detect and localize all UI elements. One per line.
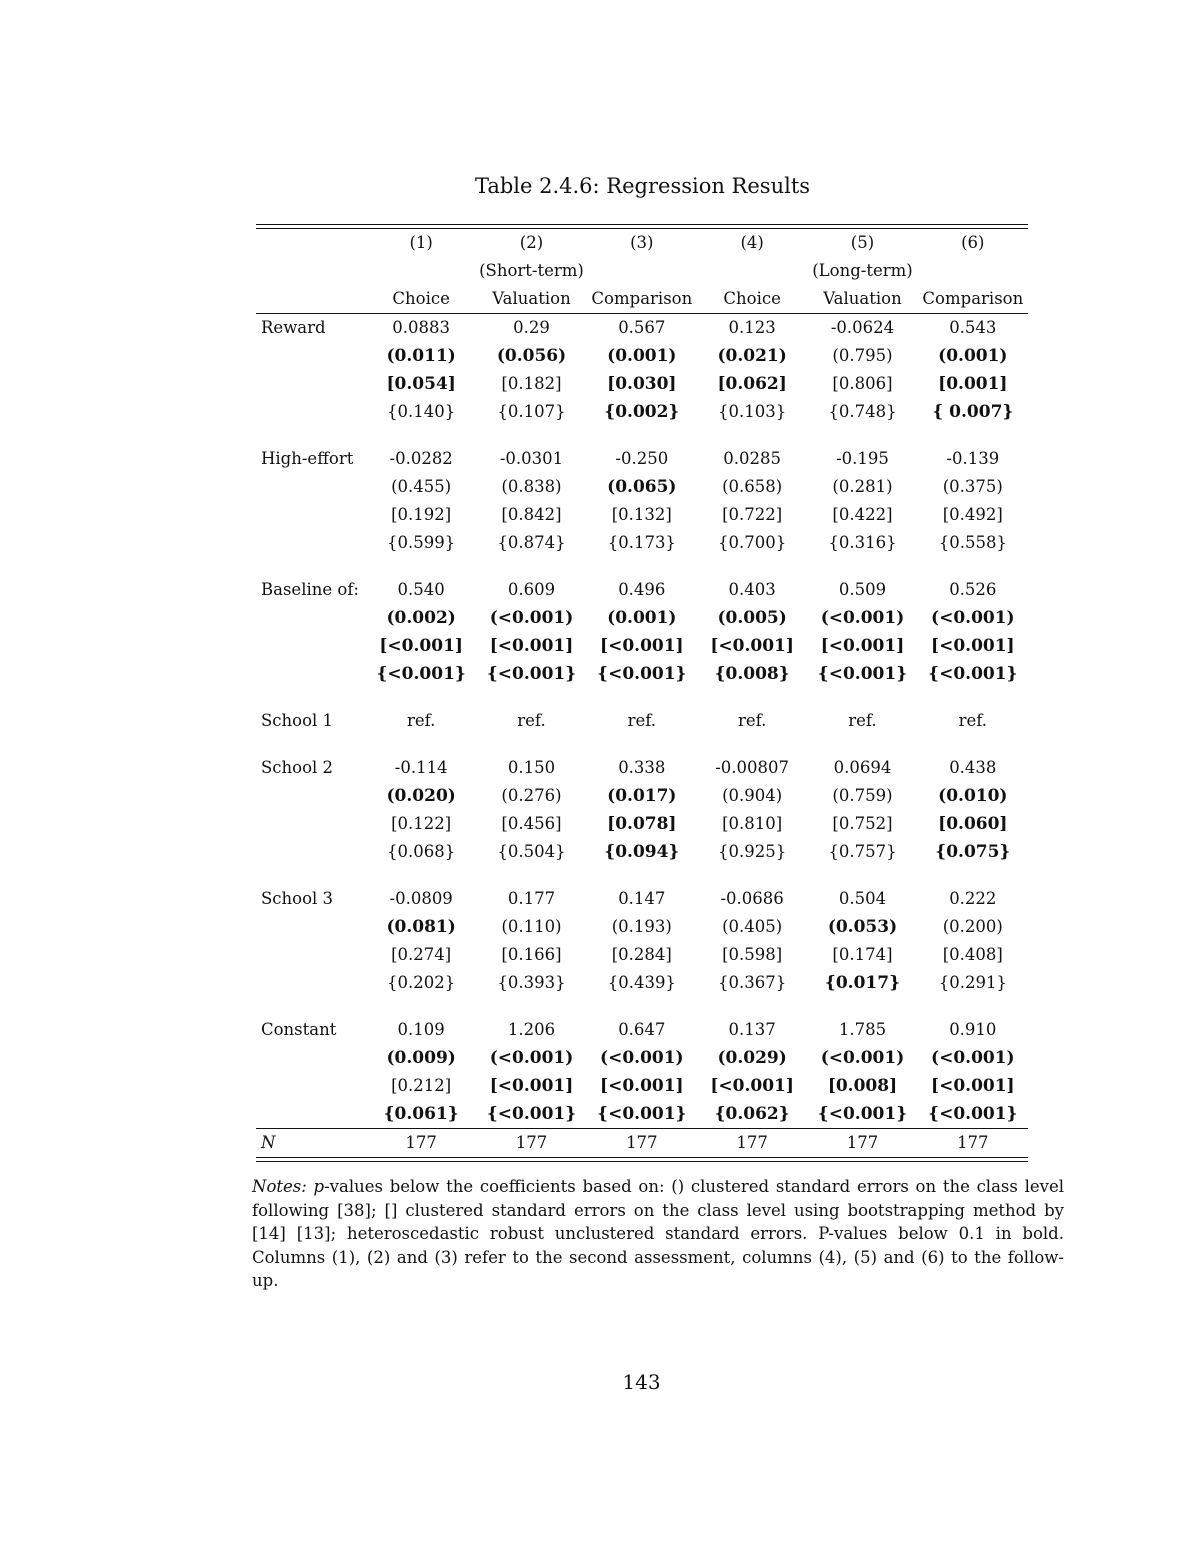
table-row	[256, 782, 1028, 810]
table-cell: {0.173}	[607, 533, 676, 552]
table-cell: [<0.001]	[710, 1076, 794, 1096]
table-cell: { 0.007}	[932, 402, 1014, 422]
table-row	[256, 707, 1028, 735]
table-row	[256, 885, 1028, 913]
table-cell: {0.094}	[604, 842, 680, 862]
table-cell: (0.002)	[386, 608, 456, 628]
table-cell: (0.056)	[496, 346, 567, 366]
table-row	[256, 1044, 1028, 1072]
table-cell: {<0.001}	[486, 664, 577, 684]
table-cell: [0.132]	[611, 505, 672, 524]
table-cell: 177	[846, 1133, 879, 1152]
table-cell: (<0.001)	[489, 608, 574, 628]
table-cell: [0.806]	[832, 374, 893, 393]
table-cell: {0.062}	[714, 1104, 790, 1124]
table-cell: {0.874}	[497, 533, 566, 552]
table-cell: {0.748}	[828, 402, 897, 421]
table-cell: [0.174]	[832, 945, 893, 964]
table-cell: [0.192]	[391, 505, 452, 524]
table-cell: (0.009)	[386, 1048, 456, 1068]
table-cell: (0.904)	[722, 786, 783, 805]
table-cell: [0.001]	[938, 374, 1008, 394]
table-cell: {<0.001}	[817, 1104, 908, 1124]
table-row	[256, 810, 1028, 838]
row-label: N	[261, 1133, 276, 1152]
row-label	[256, 370, 366, 398]
table-cell: {0.316}	[828, 533, 897, 552]
table-row	[256, 941, 1028, 969]
table-cell: -0.0282	[389, 449, 453, 468]
row-label	[256, 810, 366, 838]
table-cell: {0.202}	[387, 973, 456, 992]
table-cell: 0.150	[507, 758, 556, 777]
row-label: School 2	[261, 758, 334, 777]
header-row-numbers	[256, 229, 1028, 257]
table-cell: (0.001)	[607, 346, 677, 366]
table-row	[256, 1016, 1028, 1044]
table-cell: -0.195	[836, 449, 889, 468]
table-row	[256, 529, 1028, 557]
table-cell: 0.123	[728, 318, 776, 337]
table-cell: {<0.001}	[928, 664, 1018, 684]
table-cell: (0.838)	[501, 477, 562, 496]
row-label	[256, 969, 366, 997]
table-row	[256, 838, 1028, 866]
table-cell: [0.456]	[501, 814, 562, 833]
column-group	[587, 257, 697, 285]
table-cell: {0.008}	[714, 664, 790, 684]
row-label	[256, 342, 366, 370]
table-cell: -0.250	[615, 449, 669, 468]
table-cell: {0.017}	[824, 973, 901, 993]
table-cell: {0.393}	[497, 973, 566, 992]
table-cell: (0.375)	[942, 477, 1003, 496]
column-name: Comparison	[922, 289, 1024, 308]
table-cell: {0.002}	[604, 402, 680, 422]
table-cell: (0.005)	[717, 608, 787, 628]
table-cell: [0.054]	[386, 374, 456, 394]
table-cell: {0.291}	[938, 973, 1007, 992]
table-cell: (0.193)	[611, 917, 672, 936]
row-label	[256, 501, 366, 529]
table-cell: (0.020)	[386, 786, 456, 806]
table-cell: [0.078]	[607, 814, 677, 834]
table-header	[256, 229, 1028, 313]
column-number: (1)	[409, 233, 433, 252]
row-label: School 3	[261, 889, 334, 908]
table-cell: [<0.001]	[820, 636, 905, 656]
table-cell: (0.011)	[386, 346, 456, 366]
column-group: (Short-term)	[479, 261, 584, 280]
column-number: (6)	[961, 233, 985, 252]
row-label	[256, 782, 366, 810]
table-cell: 177	[405, 1133, 437, 1152]
row-label: High-effort	[261, 449, 354, 468]
column-name: Choice	[392, 289, 450, 308]
table-cell: (<0.001)	[489, 1048, 574, 1068]
table-cell: 0.647	[618, 1020, 666, 1039]
row-label: School 1	[261, 711, 334, 730]
table-cell: (0.759)	[832, 786, 893, 805]
table-cell: (<0.001)	[600, 1048, 684, 1068]
table-cell: (0.405)	[722, 917, 783, 936]
table-cell: {0.558}	[938, 533, 1007, 552]
column-group	[366, 257, 476, 285]
bottom-rule	[256, 1157, 1028, 1162]
row-label	[256, 1044, 366, 1072]
table-cell: [<0.001]	[931, 636, 1015, 656]
column-name: Valuation	[823, 289, 902, 308]
table-cell: 0.109	[397, 1020, 445, 1039]
table-cell: (0.110)	[501, 917, 562, 936]
block-spacer	[256, 426, 1028, 445]
table-cell: (<0.001)	[931, 1048, 1015, 1068]
table-cell: 0.0694	[833, 758, 892, 777]
table-cell: (0.455)	[391, 477, 452, 496]
table-cell: (0.281)	[832, 477, 893, 496]
table-cell: ref.	[737, 711, 767, 730]
row-label: Baseline of:	[261, 580, 359, 599]
n-row	[256, 1129, 1028, 1157]
table-row	[256, 1072, 1028, 1100]
table-cell: {<0.001}	[817, 664, 908, 684]
column-group	[918, 257, 1028, 285]
table-cell: 0.137	[728, 1020, 776, 1039]
table-cell: [0.598]	[722, 945, 783, 964]
table-cell: {0.103}	[718, 402, 787, 421]
table-caption: Table 2.4.6: Regression Results	[474, 174, 811, 198]
table-cell: ref.	[406, 711, 436, 730]
table-cell: {0.504}	[497, 842, 566, 861]
table-row	[256, 501, 1028, 529]
column-name: Valuation	[492, 289, 571, 308]
table-cell: 0.910	[949, 1020, 997, 1039]
table-cell: (0.276)	[501, 786, 562, 805]
table-cell: {0.367}	[718, 973, 787, 992]
row-label	[256, 941, 366, 969]
table-cell: (0.017)	[607, 786, 677, 806]
table-cell: {0.068}	[387, 842, 456, 861]
notes-text: -values below the coefficients based on: () clustered standard errors on the class level following [38]; [] clustered standard errors on the class level using bootstrapping method by [14] [13]; heteroscedastic robust unclustered standard errors. P-values below 0.1 in bold. Columns (1), (2) and (3) refer to the second assessment, columns (4), (5) and (6) to the follow-up.	[252, 1177, 1064, 1290]
table-cell: ref.	[848, 711, 877, 730]
table-cell: 0.438	[949, 758, 997, 777]
table-cell: -0.00807	[715, 758, 790, 777]
table-cell: {<0.001}	[597, 1104, 687, 1124]
block-spacer	[256, 997, 1028, 1016]
table-cell: (<0.001)	[820, 1048, 905, 1068]
table-row	[256, 632, 1028, 660]
table-row	[256, 342, 1028, 370]
table-cell: [0.122]	[391, 814, 452, 833]
block-spacer	[256, 557, 1028, 576]
block-spacer	[256, 688, 1028, 707]
table-cell: 0.177	[507, 889, 556, 908]
table-cell: -0.0686	[720, 889, 784, 908]
p-symbol: p	[313, 1177, 325, 1196]
table-cell: (0.010)	[938, 786, 1008, 806]
regression-table	[256, 224, 1028, 1162]
row-label	[256, 1100, 366, 1128]
table-cell: 0.222	[949, 889, 997, 908]
table-cell: 177	[626, 1133, 658, 1152]
table-cell: [0.060]	[938, 814, 1008, 834]
table-cell: 1.206	[507, 1020, 556, 1039]
table-cell: -0.0624	[830, 318, 895, 337]
column-number: (4)	[740, 233, 764, 252]
table-cell: [0.212]	[391, 1076, 452, 1095]
table-cell: (<0.001)	[820, 608, 905, 628]
row-label: Reward	[261, 318, 326, 337]
table-cell: [0.030]	[607, 374, 677, 394]
column-number: (2)	[519, 233, 544, 252]
table-cell: (0.001)	[607, 608, 677, 628]
table-cell: {0.061}	[383, 1104, 459, 1124]
table-cell: 0.29	[513, 318, 550, 337]
table-row	[256, 969, 1028, 997]
table-cell: {<0.001}	[928, 1104, 1018, 1124]
table-row	[256, 445, 1028, 473]
table-cell: -0.0809	[389, 889, 453, 908]
table-cell: {0.700}	[718, 533, 787, 552]
column-group: (Long-term)	[812, 261, 913, 280]
table-cell: [0.810]	[722, 814, 783, 833]
table-cell: -0.139	[946, 449, 1000, 468]
row-label	[256, 913, 366, 941]
table-cell: 0.338	[618, 758, 666, 777]
table-cell: 177	[957, 1133, 989, 1152]
row-label	[256, 632, 366, 660]
table-cell: [<0.001]	[710, 636, 794, 656]
page-number: 143	[622, 1370, 661, 1394]
table-cell: 0.567	[618, 318, 666, 337]
table-cell: 0.526	[949, 580, 997, 599]
block-spacer	[256, 866, 1028, 885]
table-cell: ref.	[958, 711, 988, 730]
table-cell: -0.114	[394, 758, 448, 777]
column-name: Choice	[723, 289, 781, 308]
table-cell: 0.0883	[392, 318, 451, 337]
column-number: (3)	[630, 233, 654, 252]
table-cell: [0.422]	[832, 505, 893, 524]
table-row	[256, 370, 1028, 398]
column-name: Comparison	[591, 289, 693, 308]
table-cell: 0.609	[507, 580, 556, 599]
table-cell: 0.403	[728, 580, 776, 599]
table-cell: {0.075}	[935, 842, 1011, 862]
table-cell: (0.021)	[717, 346, 787, 366]
table-cell: [<0.001]	[600, 1076, 684, 1096]
table-row	[256, 913, 1028, 941]
row-label	[256, 660, 366, 688]
row-label	[256, 398, 366, 426]
table-cell: [0.274]	[391, 945, 452, 964]
table-cell: (<0.001)	[931, 608, 1015, 628]
row-label: Constant	[261, 1020, 337, 1039]
table-row	[256, 660, 1028, 688]
table-row	[256, 398, 1028, 426]
table-cell: {0.925}	[718, 842, 787, 861]
table-row	[256, 754, 1028, 782]
table-cell: 0.540	[397, 580, 445, 599]
table-cell: [0.492]	[942, 505, 1003, 524]
table-cell: [<0.001]	[489, 636, 574, 656]
table-cell: (0.081)	[386, 917, 456, 937]
table-cell: [0.284]	[611, 945, 672, 964]
table-cell: [0.722]	[722, 505, 783, 524]
table-row	[256, 314, 1028, 342]
row-label	[256, 473, 366, 501]
table-cell: {<0.001}	[597, 664, 687, 684]
table-cell: [0.008]	[827, 1076, 898, 1096]
table-cell: (0.658)	[722, 477, 783, 496]
header-row-names	[256, 285, 1028, 313]
header-row-groups	[256, 257, 1028, 285]
table-cell: {<0.001}	[486, 1104, 577, 1124]
table-cell: [<0.001]	[489, 1076, 574, 1096]
table-body	[256, 314, 1028, 1128]
table-cell: [0.182]	[501, 374, 562, 393]
table-cell: 0.496	[618, 580, 666, 599]
table-row	[256, 604, 1028, 632]
table-cell: 0.0285	[723, 449, 782, 468]
table-cell: {0.599}	[387, 533, 456, 552]
table-cell: 1.785	[838, 1020, 887, 1039]
table-cell: (0.001)	[938, 346, 1008, 366]
table-cell: [<0.001]	[931, 1076, 1015, 1096]
table-cell: {0.757}	[828, 842, 897, 861]
table-cell: [0.752]	[832, 814, 893, 833]
table-cell: (0.065)	[607, 477, 677, 497]
table-cell: [0.842]	[501, 505, 562, 524]
table-cell: {0.439}	[607, 973, 676, 992]
table-cell: -0.0301	[499, 449, 564, 468]
row-label	[256, 529, 366, 557]
table-notes	[252, 1175, 1064, 1293]
row-label	[256, 1072, 366, 1100]
table-cell: (0.795)	[832, 346, 893, 365]
table-row	[256, 1100, 1028, 1128]
table-cell: (0.029)	[717, 1048, 787, 1068]
table-cell: 177	[736, 1133, 768, 1152]
n-section	[256, 1129, 1028, 1157]
table-row	[256, 473, 1028, 501]
table-row	[256, 576, 1028, 604]
table-cell: 0.504	[838, 889, 887, 908]
table-cell: (0.200)	[942, 917, 1003, 936]
table-cell: {0.140}	[387, 402, 456, 421]
table-cell: (0.053)	[827, 917, 898, 937]
table-cell: 0.509	[838, 580, 887, 599]
column-group	[697, 257, 807, 285]
table-cell: [<0.001]	[600, 636, 684, 656]
row-label	[256, 604, 366, 632]
column-number: (5)	[850, 233, 875, 252]
table-cell: [<0.001]	[379, 636, 463, 656]
table-cell: {0.107}	[497, 402, 566, 421]
table-cell: 0.543	[949, 318, 997, 337]
table-cell: ref.	[627, 711, 657, 730]
table-cell: [0.408]	[942, 945, 1003, 964]
table-cell: [0.166]	[501, 945, 562, 964]
table-cell: {<0.001}	[376, 664, 466, 684]
table-cell: ref.	[517, 711, 546, 730]
table-cell: [0.062]	[717, 374, 787, 394]
table-cell: 177	[515, 1133, 548, 1152]
block-spacer	[256, 735, 1028, 754]
notes-label: Notes:	[252, 1177, 307, 1196]
row-label	[256, 838, 366, 866]
table-cell: 0.147	[618, 889, 666, 908]
